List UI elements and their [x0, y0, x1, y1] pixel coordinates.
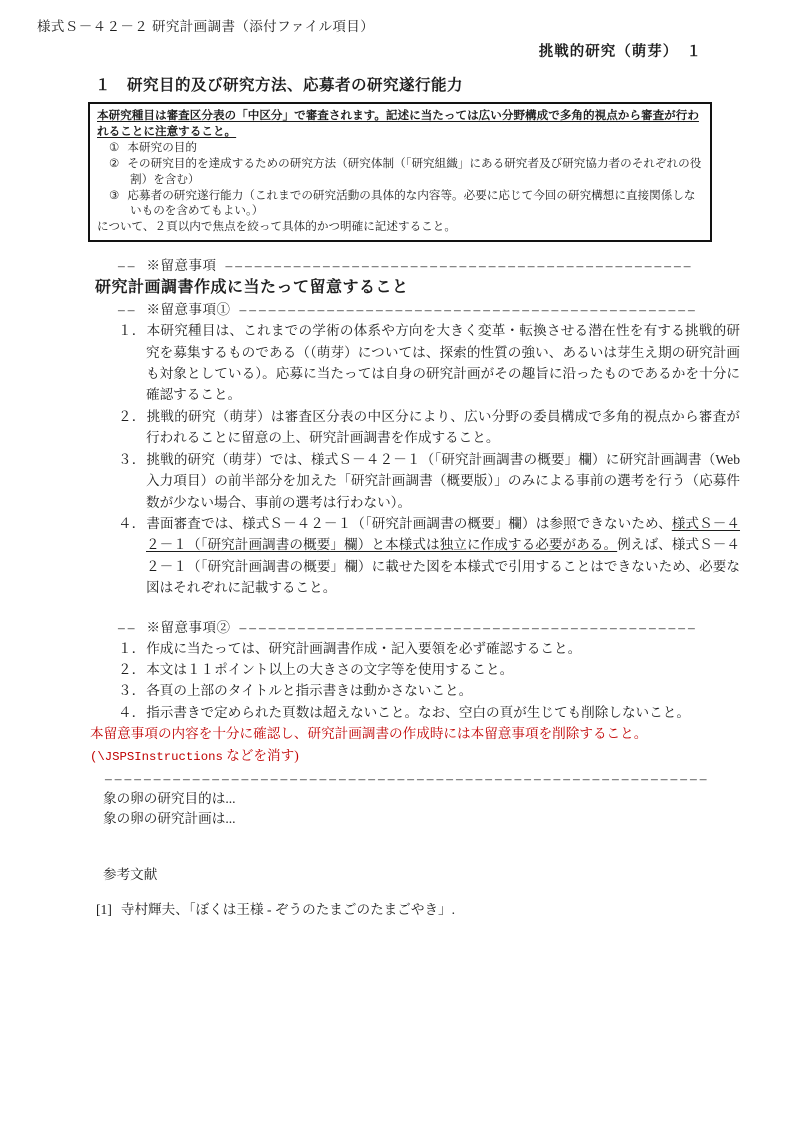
item-text: 指示書きで定められた頁数は超えないこと。なお、空白の頁が生じても削除しないこと。 [146, 704, 690, 720]
instruction-box-closing: について、２頁以内で焦点を絞って具体的かつ明確に記述すること。 [97, 220, 456, 234]
page-header-right: 挑戦的研究（萌芽） １ [538, 44, 702, 60]
note-two-item-1 [118, 638, 740, 659]
separator-dash-prefix: –– [118, 258, 138, 274]
reference-text: 寺村輝夫、「ぼくは王様 - ぞうのたまごのたまごやき」. [120, 901, 456, 917]
draft-text-line-2: 象の卵の研究計画は... [103, 811, 236, 827]
separator-dash-tail: ––––––––––––––––––––––––––––––––––––––––––––––– [239, 619, 698, 635]
item-text: 応募者の研究遂行能力（これまでの研究活動の具体的な内容等。必要に応じて今回の研究構想に直接関係しないものを含めてもよい。） [127, 188, 696, 218]
note-one-item-4 [118, 513, 740, 599]
red-warning-line1: 本留意事項の内容を十分に確認し、研究計画調書の作成時には本留意事項を削除すること。 [90, 726, 648, 742]
item-marker: ② [109, 156, 120, 170]
separator-label: ※留意事項 [146, 258, 217, 274]
item-text-underlined: 様式Ｓ－４２－１（「研究計画調書の概要」欄）と本様式は独立に作成する必要がある。 [146, 515, 741, 553]
item-number: ４． [118, 704, 146, 720]
page-content [37, 19, 741, 919]
separator-label: ※留意事項① [146, 302, 231, 318]
dashed-divider: –––––––––––––––––––––––––––––––––––––––––––––––––––––––––––––– [105, 770, 710, 786]
latex-command-text: (\JSPSInstructions [90, 749, 223, 764]
note-two-item-2 [118, 659, 740, 680]
item-text: 挑戦的研究（萌芽）では、様式Ｓ－４２－１（「研究計画調書の概要」欄）に研究計画調書（Web 入力項目）の前半部分を加えた「研究計画調書（概要版）」のみによる事前の選考を行う（応募件数が少ない場合、事前の選考は行わない）。 [146, 451, 740, 510]
item-number: ２． [118, 661, 146, 677]
instruction-box-item-3 [109, 188, 702, 220]
separator-dash-prefix: –– [118, 619, 138, 635]
separator-dash-tail: ––––––––––––––––––––––––––––––––––––––––––––––– [239, 302, 698, 318]
item-number: ２． [118, 408, 146, 424]
section-1-heading: １ 研究目的及び研究方法、応募者の研究遂行能力 [95, 77, 464, 94]
notes-separator-1 [118, 299, 712, 320]
item-text: その研究目的を達成するための研究方法（研究体制（「研究組織」にある研究者及び研究協力者のそれぞれの役割）を含む） [127, 156, 702, 186]
note-one-item-3 [118, 449, 740, 513]
notes-separator-2 [118, 617, 712, 638]
item-text: 作成に当たっては、研究計画調書作成・記入要領を必ず確認すること。 [146, 640, 582, 656]
item-text: 本研究の目的 [127, 140, 197, 154]
notes-separator [118, 255, 712, 276]
note-two-item-3 [118, 680, 740, 701]
note-one-item-2 [118, 406, 740, 449]
references-heading: 参考文献 [103, 866, 158, 882]
item-text: 本研究種目は、これまでの学術の体系や方向を大きく変革・転換させる潜在性を有する挑戦的研究を募集するものである（（萌芽）については、探索的性質の強い、あるいは芽生え期の研究計画も対象としている）。応募に当たっては自身の研究計画がその趣旨に沿ったものであるかを十分に確認すること。 [146, 323, 740, 403]
note-one-item-1 [118, 320, 740, 406]
note-two-item-4 [118, 702, 740, 723]
item-text: 本文は１１ポイント以上の大きさの文字等を使用すること。 [146, 661, 514, 677]
instruction-box-item-2 [109, 156, 702, 188]
item-text: 挑戦的研究（萌芽）は審査区分表の中区分により、広い分野の委員構成で多角的視点から審査が行われることに留意の上、研究計画調書を作成すること。 [146, 408, 740, 446]
item-text: 各頁の上部のタイトルと指示書きは動かさないこと。 [146, 683, 473, 699]
separator-dash-prefix: –– [118, 302, 138, 318]
item-number: １． [118, 640, 146, 656]
red-warning-line2 [90, 745, 712, 768]
notes-heading: 研究計画調書作成に当たって留意すること [95, 279, 409, 297]
separator-label: ※留意事項② [146, 619, 231, 635]
instruction-box-item-1 [109, 140, 702, 156]
instruction-box-lead: 本研究種目は審査区分表の「中区分」で審査されます。記述に当たっては広い分野構成で多角的視点から審査が行われることに注意すること。 [97, 109, 699, 138]
item-marker: ① [109, 140, 120, 154]
item-text-pre: 書面審査では、様式Ｓ－４２－１（「研究計画調書の概要」欄）は参照できないため、 [146, 515, 672, 531]
form-number-label: 様式Ｓ－４２－２ 研究計画調書（添付ファイル項目） [37, 19, 375, 34]
separator-dash-tail: –––––––––––––––––––––––––––––––––––––––––––––––– [225, 258, 694, 274]
reference-number: [1] [96, 901, 112, 917]
reference-item-1 [96, 901, 712, 919]
draft-text-line-1: 象の卵の研究目的は... [103, 790, 236, 806]
item-number: ４． [118, 515, 146, 531]
item-marker: ③ [109, 188, 120, 202]
instruction-box [88, 102, 712, 242]
item-number: ３． [118, 683, 146, 699]
item-number: ３． [118, 451, 146, 467]
item-number: １． [118, 323, 146, 339]
item-text-post: 例えば、様式Ｓ－４２－１（「研究計画調書の概要」欄）に載せた図を本様式で引用することはできないため、必要な図はそれぞれに記載すること。 [146, 537, 740, 596]
red-warning-line2-rest: などを消す) [222, 747, 299, 763]
